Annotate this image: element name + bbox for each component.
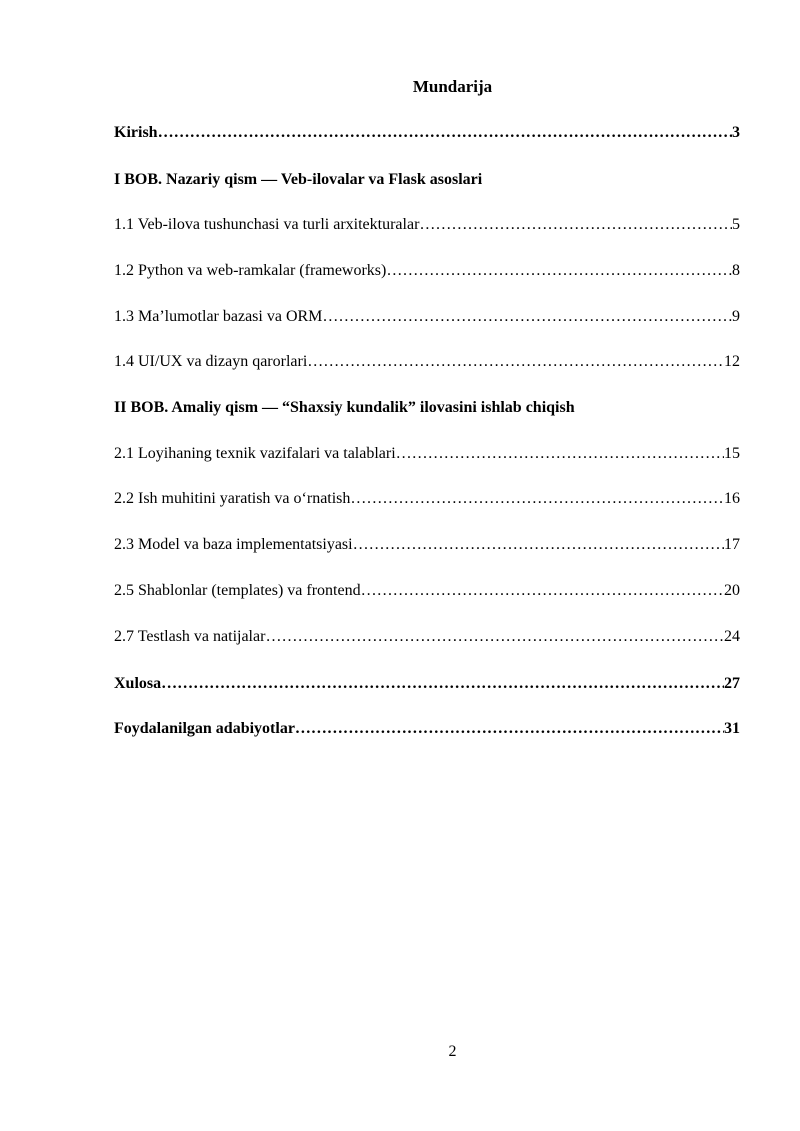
toc-leader-dots [353,534,724,556]
toc-chapter-heading-1: I BOB. Nazariy qism — Veb-ilovalar va Flask asoslari [114,171,483,188]
toc-entry-kirish [114,122,740,144]
toc-entry-page: 20 [724,582,740,599]
toc-entry-page: 9 [732,308,740,325]
toc-entry-page: 16 [724,490,740,507]
toc-entry-page: 24 [724,628,740,645]
toc-leader-dots [161,673,724,695]
toc-entry-label: 2.3 Model va baza implementatsiyasi [114,536,353,553]
toc-entry-page: 31 [724,720,740,737]
toc-entry-xulosa [114,673,740,695]
toc-entry-label: 2.2 Ish muhitini yaratish va o‘rnatish [114,490,351,507]
toc-leader-dots [350,488,724,510]
toc-entry-1-3 [114,306,740,328]
toc-leader-dots [386,260,732,282]
toc-chapter-heading-2: II BOB. Amaliy qism — “Shaxsiy kundalik” ilovasini ishlab chiqish [114,399,575,416]
page-title: Mundarija [412,77,493,96]
toc-leader-dots [158,122,732,144]
toc-leader-dots [295,718,724,740]
toc-entry-2-2 [114,488,740,510]
toc-entry-page: 8 [732,262,740,279]
toc-leader-dots [361,580,724,602]
toc-entry-label: Xulosa [114,675,162,692]
toc-entry-page: 5 [732,216,740,233]
toc-entry-page: 3 [732,124,740,141]
toc-entry-label: 2.1 Loyihaning texnik vazifalari va talablari [114,445,396,462]
toc-entry-label: 2.7 Testlash va natijalar [114,628,266,645]
toc-entry-label: 1.2 Python va web-ramkalar (frameworks) [114,262,387,279]
toc-entry-adabiyotlar [114,718,740,740]
toc-entry-2-7 [114,626,740,648]
toc-entry-1-2 [114,260,740,282]
toc-leader-dots [396,443,724,465]
toc-leader-dots [322,306,732,328]
toc-entry-1-1 [114,214,740,236]
toc-entry-page: 15 [724,445,740,462]
toc-entry-1-4 [114,351,740,373]
toc-entry-2-1 [114,443,740,465]
toc-entry-label: 2.5 Shablonlar (templates) va frontend [114,582,361,599]
toc-entry-label: Kirish [114,124,158,141]
toc-entry-2-3 [114,534,740,556]
toc-entry-page: 27 [724,675,740,692]
toc-leader-dots [307,351,724,373]
toc-entry-label: Foydalanilgan adabiyotlar [114,720,295,737]
toc-entry-page: 12 [724,353,740,370]
toc-entry-label: 1.1 Veb-ilova tushunchasi va turli arxitekturalar [114,216,420,233]
toc-leader-dots [419,214,732,236]
toc-leader-dots [265,626,724,648]
toc-entry-2-5 [114,580,740,602]
toc-entry-label: 1.3 Ma’lumotlar bazasi va ORM [114,308,323,325]
toc-entry-page: 17 [724,536,740,553]
toc-entry-label: 1.4 UI/UX va dizayn qarorlari [114,353,308,370]
page-number: 2 [448,1043,457,1060]
